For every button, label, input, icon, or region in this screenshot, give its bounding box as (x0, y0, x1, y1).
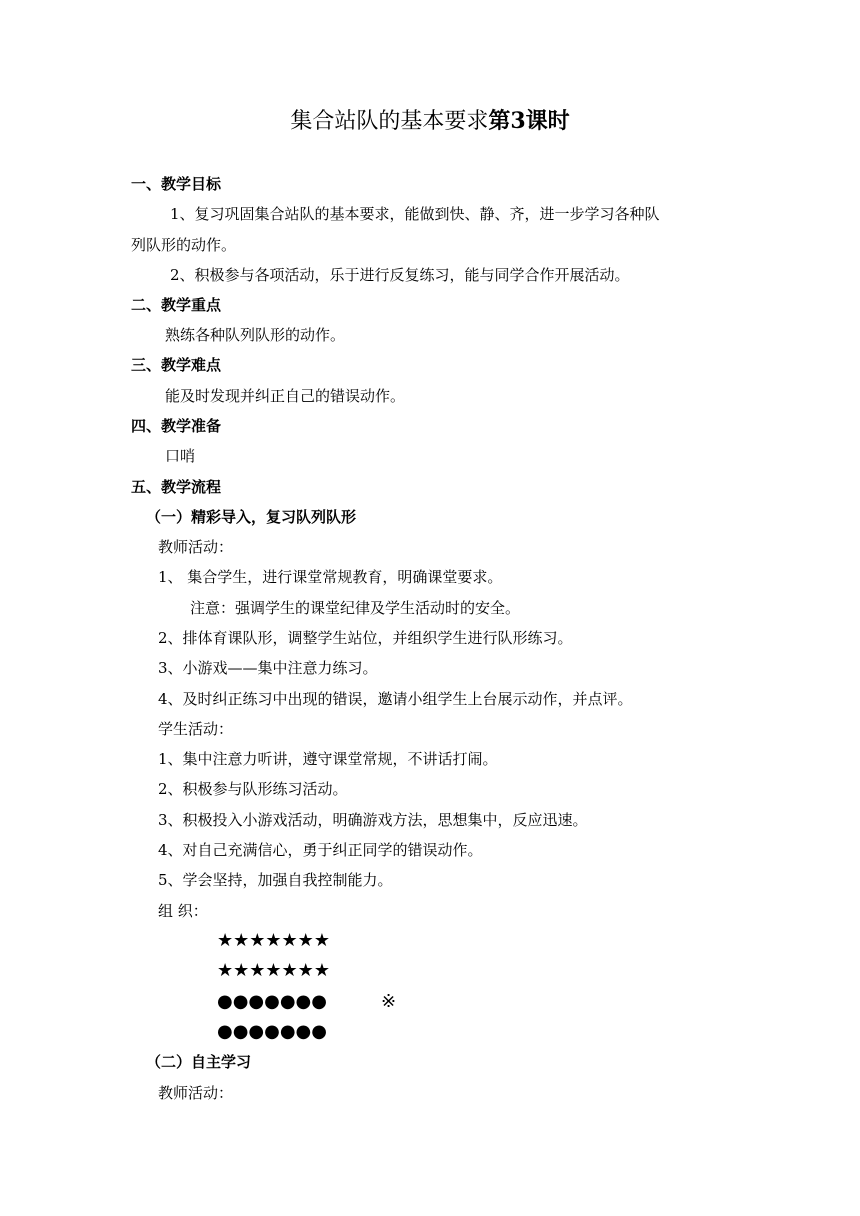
goal-1-line2: 列队形的动作。 (131, 236, 237, 254)
part2-teacher-activity-label: 教师活动： (158, 1084, 234, 1102)
title-lesson: 第3课时 (488, 108, 570, 134)
organization-label: 组 织： (158, 902, 208, 920)
difficulty-text: 能及时发现并纠正自己的错误动作。 (165, 387, 406, 405)
focus-text: 熟练各种队列队形的动作。 (165, 326, 346, 344)
formation-row-stars: ★★★★★★★ (217, 930, 330, 951)
title-main: 集合站队的基本要求 (290, 109, 489, 134)
formation-row-stars: ★★★★★★★ (217, 960, 330, 981)
part1-heading: （一）精彩导入，复习队列队形 (146, 508, 357, 526)
section-heading-process: 五、教学流程 (131, 478, 222, 496)
teacher-activity-label: 教师活动： (158, 538, 234, 556)
student-item: 5、学会坚持，加强自我控制能力。 (158, 871, 393, 889)
student-item: 2、积极参与队形练习活动。 (158, 780, 348, 798)
student-activity-label: 学生活动： (158, 720, 234, 738)
teacher-item: 2、排体育课队形，调整学生站位，并组织学生进行队形练习。 (158, 629, 573, 647)
preparation-text: 口哨 (165, 447, 196, 465)
student-item: 1、集中注意力听讲，遵守课堂常规，不讲话打闹。 (158, 750, 498, 768)
section-heading-difficulty: 三、教学难点 (131, 356, 222, 374)
teacher-position-mark: ※ (381, 991, 397, 1012)
section-heading-preparation: 四、教学准备 (131, 417, 222, 435)
formation-row-dots: ●●●●●●● (217, 991, 327, 1012)
student-item: 4、对自己充满信心，勇于纠正同学的错误动作。 (158, 841, 483, 859)
goal-1-line1: 1、复习巩固集合站队的基本要求，能做到快、静、齐，进一步学习各种队 (170, 205, 660, 223)
teacher-note: 注意：强调学生的课堂纪律及学生活动时的安全。 (190, 599, 521, 617)
teacher-item: 1、 集合学生，进行课堂常规教育，明确课堂要求。 (158, 568, 503, 586)
teacher-item: 3、小游戏——集中注意力练习。 (158, 659, 378, 677)
goal-2: 2、积极参与各项活动，乐于进行反复练习，能与同学合作开展活动。 (170, 266, 630, 284)
teacher-item: 4、及时纠正练习中出现的错误，邀请小组学生上台展示动作，并点评。 (158, 690, 633, 708)
section-heading-focus: 二、教学重点 (131, 296, 222, 314)
section-heading-goals: 一、教学目标 (131, 175, 222, 193)
formation-row-dots: ●●●●●●● (217, 1021, 327, 1042)
part2-heading: （二）自主学习 (146, 1053, 252, 1071)
page-title (0, 106, 860, 137)
student-item: 3、积极投入小游戏活动，明确游戏方法，思想集中，反应迅速。 (158, 811, 588, 829)
